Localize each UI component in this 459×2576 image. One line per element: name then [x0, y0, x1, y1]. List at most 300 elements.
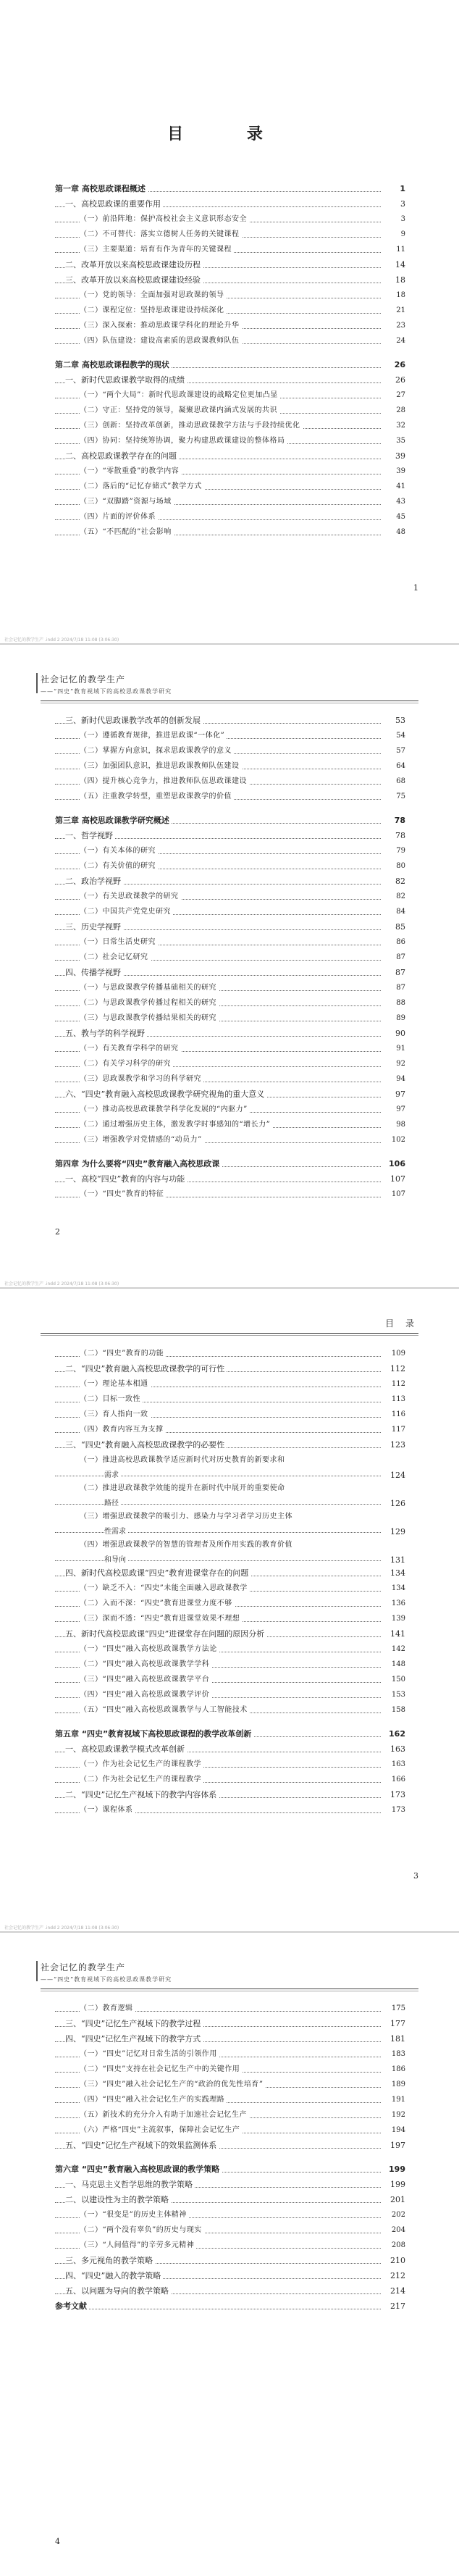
toc-entry-title: （二）“四史”融入高校思政课教学学科 — [80, 1657, 211, 1672]
toc-entry-title: （四）“四史”融入高校思政课教学评价 — [80, 1687, 211, 1702]
toc-entry — [55, 2222, 405, 2238]
toc-entry-title: （四）“四史”融入社会记忆生产的实践理路 — [80, 2092, 227, 2107]
toc-entry — [55, 479, 405, 494]
toc-entry-page: 48 — [386, 524, 405, 540]
page-separator — [0, 1931, 459, 1933]
toc-entry-page: 87 — [386, 965, 405, 980]
toc-entry — [55, 403, 405, 418]
toc-list — [55, 2001, 405, 2314]
toc-entry-title: （一）缺乏不入：“四史”未能全面融入思政课教学 — [80, 1581, 250, 1596]
toc-entry-page: 163 — [386, 1741, 405, 1757]
toc-entry-page: 94 — [386, 1071, 405, 1087]
toc-entry-title: （一）推动高校思政课教学科学化发展的“内驱力” — [80, 1102, 250, 1117]
toc-entry-title: 五、教与学的科学视野 — [65, 1026, 147, 1041]
toc-entry — [55, 713, 405, 728]
toc-entry-title: （一）“两个大局”：新时代思政课建设的战略定位更加凸显 — [80, 388, 280, 403]
toc-entry-title: （四）协同：坚持统筹协调，聚力构建思政课建设的整体格局 — [80, 433, 287, 448]
toc-entry — [55, 2046, 405, 2062]
toc-entry — [55, 257, 405, 272]
toc-entry-title: 二、“四史”教育融入高校思政课教学的可行性 — [65, 1361, 227, 1376]
toc-entry — [55, 1041, 405, 1056]
toc-entry — [55, 1552, 405, 1565]
toc-entry-page: 14 — [386, 257, 405, 272]
toc-entry-title: 三、历史学视野 — [65, 919, 123, 934]
toc-chapter — [55, 1726, 405, 1741]
toc-entry-title: （三）加强团队意识，推进思政课教师队伍建设 — [80, 758, 242, 774]
toc-entry-page: 26 — [386, 372, 405, 388]
toc-entry — [55, 1452, 405, 1468]
toc-entry — [55, 2062, 405, 2077]
toc-entry-title: （五）注重教学转型，重塑思政课教学的价值 — [80, 789, 234, 804]
toc-entry-title: 四、“四史”记忆生产视域下的教学方式 — [65, 2031, 203, 2046]
toc-entry — [55, 774, 405, 789]
toc-entry-page: 54 — [386, 728, 405, 743]
toc-chapter — [55, 1156, 405, 1171]
toc-entry-page: 97 — [386, 1102, 405, 1117]
toc-entry-page: 106 — [386, 1156, 405, 1171]
toc-entry — [55, 1702, 405, 1718]
toc-entry — [55, 1407, 405, 1422]
header-rule — [41, 1333, 418, 1334]
toc-entry-title: （一）推进高校思政课教学适应新时代对历史教育的新要求和 — [80, 1452, 287, 1468]
toc-entry — [55, 1437, 405, 1452]
toc-page-1 — [0, 0, 459, 644]
toc-entry-page: 107 — [386, 1187, 405, 1202]
toc-entry — [55, 1672, 405, 1687]
toc-entry-page: 139 — [386, 1611, 405, 1626]
page-number: 3 — [413, 1871, 418, 1881]
toc-entry — [55, 418, 405, 433]
toc-entry-title: （二）课程定位：坚持思政课建设持续深化 — [80, 303, 227, 318]
toc-entry-title: （三）“四史”融入高校思政课教学平台 — [80, 1672, 211, 1687]
toc-entry-page: 194 — [386, 2123, 405, 2138]
toc-entry — [55, 950, 405, 965]
toc-entry — [55, 388, 405, 403]
toc-entry-title: 三、改革开放以来高校思政课建设经验 — [65, 272, 203, 288]
page-separator — [0, 643, 459, 645]
toc-entry-title: （四）教育内容互为支撑 — [80, 1422, 166, 1437]
toc-entry-title: （三）增强教学对党情感的“动员力” — [80, 1132, 204, 1147]
toc-entry-page: 204 — [386, 2222, 405, 2238]
toc-entry-page: 150 — [386, 1672, 405, 1687]
toc-entry-title: 二、高校思政课教学存在的问题 — [65, 448, 179, 464]
toc-entry-page: 92 — [386, 1056, 405, 1071]
toc-entry-page: 32 — [386, 418, 405, 433]
toc-entry — [55, 2001, 405, 2016]
toc-entry-title: （一）党的领导：全面加强对思政课的领导 — [80, 288, 227, 303]
toc-entry-title: 第三章 高校思政课教学研究概述 — [55, 813, 172, 828]
toc-entry-page: 173 — [386, 1787, 405, 1802]
toc-entry — [55, 1056, 405, 1071]
toc-entry-page: 98 — [386, 1117, 405, 1132]
toc-entry-page: 126 — [386, 1496, 405, 1511]
toc-entry-page: 186 — [386, 2062, 405, 2077]
toc-entry-page: 78 — [386, 813, 405, 828]
toc-entry-page: 202 — [386, 2207, 405, 2222]
toc-entry-page: 107 — [386, 1171, 405, 1187]
toc-entry — [55, 1026, 405, 1041]
toc-chapter — [55, 813, 405, 828]
toc-entry — [55, 1772, 405, 1787]
toc-entry-page: 87 — [386, 950, 405, 965]
running-head-subtitle: ——“四史”教育视域下的高校思政课教学研究 — [41, 688, 172, 695]
toc-entry-page: 214 — [386, 2283, 405, 2299]
toc-entry-page: 27 — [386, 388, 405, 403]
toc-entry — [55, 1392, 405, 1407]
toc-entry-page: 197 — [386, 2138, 405, 2153]
toc-entry — [55, 1642, 405, 1657]
toc-entry — [55, 934, 405, 950]
toc-entry-title: 第四章 为什么要将“四史”教育融入高校思政课 — [55, 1156, 222, 1171]
toc-entry-title: 三、新时代思政课教学改革的创新发展 — [65, 713, 203, 728]
toc-entry-title: （一）日常生活史研究 — [80, 934, 158, 950]
toc-entry-page: 175 — [386, 2001, 405, 2016]
toc-entry-title: 五、以问题为导向的教学策略 — [65, 2283, 171, 2299]
toc-page-4 — [0, 1932, 459, 2576]
toc-entry-title: 一、新时代思政课教学取得的成绩 — [65, 372, 187, 388]
toc-entry — [55, 728, 405, 743]
toc-page-2 — [0, 644, 459, 1288]
toc-entry-title: （三）思政课教学和学习的科学研究 — [80, 1071, 203, 1087]
toc-entry-title: （一）有关本体的研究 — [80, 843, 158, 858]
toc-entry — [55, 1468, 405, 1481]
toc-entry-page: 116 — [386, 1407, 405, 1422]
toc-entry-page: 199 — [386, 2177, 405, 2192]
toc-entry — [55, 1657, 405, 1672]
toc-entry-title: 第二章 高校思政课程教学的现状 — [55, 357, 172, 372]
toc-entry-title: 三、“四史”记忆生产视域下的教学过程 — [65, 2016, 203, 2031]
toc-entry-title: 一、高校思政课教学模式改革创新 — [65, 1741, 187, 1757]
print-imprint: 社会记忆的教学生产 .indd 2 2024/7/18 11:08 (3:06:30) — [4, 1925, 119, 1931]
toc-entry-title: 二、改革开放以来高校思政课建设历程 — [65, 257, 203, 272]
toc-entry-page: 64 — [386, 758, 405, 774]
print-imprint: 社会记忆的教学生产 .indd 2 2024/7/18 11:08 (3:06:30) — [4, 637, 119, 643]
toc-entry-page: 86 — [386, 934, 405, 950]
toc-entry-title: 三、多元视角的教学策略 — [65, 2253, 155, 2268]
toc-entry-page: 124 — [386, 1468, 405, 1483]
toc-entry — [55, 1171, 405, 1187]
toc-entry — [55, 2283, 405, 2299]
toc-entry-page: 84 — [386, 904, 405, 919]
toc-entry-title: （二）“四史”教育的功能 — [80, 1346, 166, 1361]
toc-entry-page: 173 — [386, 1802, 405, 1818]
toc-entry-title: （二）落后的“记忆存储式”教学方式 — [80, 479, 204, 494]
toc-entry-title: （二）通过增强历史主体，激发教学时事感知的“增长力” — [80, 1117, 272, 1132]
toc-entry — [55, 2177, 405, 2192]
running-head — [41, 1961, 172, 1983]
toc-entry-page: 39 — [386, 464, 405, 479]
toc-entry — [55, 1496, 405, 1509]
toc-entry-title: （一）“四史”教育的特征 — [80, 1187, 166, 1202]
toc-entry-title: 一、高校思政课的重要作用 — [65, 196, 163, 212]
toc-entry-title: （四）增强思政课教学的智慧的管理者及所作用实践的教育价值 — [80, 1537, 295, 1552]
toc-entry — [55, 1802, 405, 1818]
header-rule-thin — [41, 1335, 418, 1336]
toc-entry-page: 82 — [386, 874, 405, 889]
toc-entry-page: 11 — [386, 242, 405, 257]
toc-entry — [55, 904, 405, 919]
toc-entry-title: 第五章 “四史”教育视域下高校思政课程的教学改革创新 — [55, 1726, 253, 1741]
page-number: 1 — [413, 583, 418, 593]
toc-entry — [55, 858, 405, 874]
toc-entry-page: 109 — [386, 1346, 405, 1361]
toc-entry — [55, 1581, 405, 1596]
toc-entry-page: 23 — [386, 318, 405, 333]
toc-entry — [55, 2077, 405, 2092]
toc-entry-title: （二）有关价值的研究 — [80, 858, 158, 874]
toc-entry-title: （一）有关思政课教学的研究 — [80, 889, 181, 904]
toc-entry-title: （四）队伍建设：建设高素质的思政课教师队伍 — [80, 333, 242, 348]
running-head-title: 社会记忆的教学生产 — [41, 1962, 126, 1973]
toc-entry-title: 需求 — [104, 1468, 121, 1483]
toc-entry-page: 87 — [386, 980, 405, 995]
toc-entry — [55, 980, 405, 995]
toc-entry — [55, 1481, 405, 1496]
running-head-rule — [36, 673, 38, 693]
toc-entry-title: （二）与思政课教学传播过程相关的研究 — [80, 995, 219, 1011]
toc-entry — [55, 1087, 405, 1102]
toc-entry-page: 39 — [386, 448, 405, 464]
toc-entry-title: （一）与思政课教学传播基础相关的研究 — [80, 980, 219, 995]
toc-entry — [55, 1011, 405, 1026]
toc-entry-title: 四、传播学视野 — [65, 965, 123, 980]
toc-entry-title: （二）“四史”支持在社会记忆生产中的关键作用 — [80, 2062, 242, 2077]
toc-entry-title: （五）“不匹配的”社会影响 — [80, 524, 174, 540]
toc-entry-page: 212 — [386, 2268, 405, 2283]
toc-entry — [55, 2207, 405, 2222]
toc-entry-title: （六）严格“四史”主流叙事，保障社会记忆生产 — [80, 2123, 242, 2138]
toc-entry-page: 129 — [386, 1524, 405, 1539]
toc-entry-page: 68 — [386, 774, 405, 789]
toc-entry-title: （一）“四史”记忆对日常生活的引领作用 — [80, 2046, 219, 2062]
toc-entry-page: 210 — [386, 2253, 405, 2268]
print-imprint: 社会记忆的教学生产 .indd 2 2024/7/18 11:08 (3:06:30) — [4, 1281, 119, 1287]
toc-entry — [55, 303, 405, 318]
toc-entry-page: 80 — [386, 858, 405, 874]
toc-entry-title: （一）有关教育学科学的研究 — [80, 1041, 181, 1056]
toc-entry-page: 35 — [386, 433, 405, 448]
toc-entry-title: 一、哲学视野 — [65, 828, 115, 843]
toc-entry-title: （三）育人指向一致 — [80, 1407, 151, 1422]
toc-entry — [55, 743, 405, 758]
toc-entry-title: 四、“四史”融入的教学策略 — [65, 2268, 163, 2283]
toc-entry-page: 112 — [386, 1376, 405, 1392]
toc-entry-page: 131 — [386, 1552, 405, 1568]
toc-chapter — [55, 2162, 405, 2177]
toc-entry-page: 91 — [386, 1041, 405, 1056]
toc-entry-title: （二）教育逻辑 — [80, 2001, 135, 2016]
toc-entry — [55, 212, 405, 227]
toc-entry-page: 82 — [386, 889, 405, 904]
toc-entry — [55, 494, 405, 509]
toc-entry — [55, 433, 405, 448]
toc-entry — [55, 1611, 405, 1626]
toc-title: 目 录 — [167, 125, 292, 143]
toc-page-3 — [0, 1288, 459, 1932]
toc-entry-page: 192 — [386, 2107, 405, 2123]
toc-entry — [55, 2092, 405, 2107]
toc-entry-title: 路径 — [104, 1496, 121, 1511]
running-head — [41, 673, 172, 695]
toc-entry-title: 第六章 “四史”教育融入高校思政课的教学策略 — [55, 2162, 222, 2177]
toc-entry-title: 二、以建设性为主的教学策略 — [65, 2192, 171, 2207]
toc-entry-title: （二）作为社会记忆生产的课程教学 — [80, 1772, 203, 1787]
toc-entry — [55, 874, 405, 889]
toc-entry-title: （三）“四史”融入社会记忆生产的“政治的优先性培育” — [80, 2077, 265, 2092]
toc-entry-page: 3 — [386, 196, 405, 212]
toc-entry-title: （一）前沿阵地：保护高校社会主义意识形态安全 — [80, 212, 249, 227]
toc-entry-title: 三、“四史”教育融入高校思政课教学的必要性 — [65, 1437, 227, 1452]
toc-entry-page: 79 — [386, 843, 405, 858]
toc-entry-page: 24 — [386, 333, 405, 348]
toc-chapter — [55, 357, 405, 372]
toc-entry — [55, 1687, 405, 1702]
toc-entry — [55, 889, 405, 904]
running-head-toc: 目 录 — [385, 1318, 418, 1329]
toc-entry-title: （三）深而不透：“四史”教育进课堂效果不理想 — [80, 1611, 242, 1626]
page-number: 4 — [55, 2537, 60, 2546]
toc-entry — [55, 1422, 405, 1437]
toc-entry-page: 208 — [386, 2238, 405, 2253]
toc-entry-page: 166 — [386, 1772, 405, 1787]
toc-entry — [55, 995, 405, 1011]
toc-entry — [55, 789, 405, 804]
toc-entry-title: 二、“四史”记忆生产视域下的教学内容体系 — [65, 1787, 219, 1802]
toc-entry-title: （五）新技术的充分介入有助于加速社会记忆生产 — [80, 2107, 249, 2123]
toc-entry-page: 43 — [386, 494, 405, 509]
toc-entry-title: （二）社会记忆研究 — [80, 950, 151, 965]
toc-entry-title: （三）与思政课教学传播结果相关的研究 — [80, 1011, 219, 1026]
toc-entry-title: （二）掌握方向意识，探求思政课教学的意义 — [80, 743, 234, 758]
toc-entry-page: 1 — [386, 181, 405, 196]
toc-entry-page: 162 — [386, 1726, 405, 1741]
toc-entry — [55, 1537, 405, 1552]
running-head-title: 社会记忆的教学生产 — [41, 674, 126, 685]
toc-entry-title: （一）“很变是”的历史主体精神 — [80, 2207, 189, 2222]
toc-entry — [55, 318, 405, 333]
toc-entry-title: （二）有关学习科学的研究 — [80, 1056, 173, 1071]
toc-entry — [55, 1117, 405, 1132]
page-separator — [0, 1287, 459, 1289]
toc-entry-title: （一）“四史”融入高校思政课教学方法论 — [80, 1642, 219, 1657]
toc-entry-page: 97 — [386, 1087, 405, 1102]
toc-entry — [55, 1187, 405, 1202]
toc-entry — [55, 1524, 405, 1537]
toc-entry-title: 第一章 高校思政课程概述 — [55, 181, 148, 196]
running-head-rule — [36, 1961, 38, 1981]
toc-entry — [55, 2192, 405, 2207]
toc-entry — [55, 828, 405, 843]
toc-entry — [55, 196, 405, 212]
toc-entry — [55, 965, 405, 980]
toc-entry-page: 113 — [386, 1392, 405, 1407]
toc-entry — [55, 464, 405, 479]
toc-list — [55, 713, 405, 1202]
toc-entry-title: （三）创新：坚持改革创新，推动思政课教学方法与手段持续优化 — [80, 418, 303, 433]
toc-entry-page: 3 — [386, 212, 405, 227]
toc-entry — [55, 1361, 405, 1376]
toc-entry-page: 18 — [386, 272, 405, 288]
toc-entry-page: 88 — [386, 995, 405, 1011]
toc-entry-page: 189 — [386, 2077, 405, 2092]
toc-entry — [55, 2123, 405, 2138]
toc-entry — [55, 2268, 405, 2283]
toc-entry — [55, 758, 405, 774]
toc-entry-page: 78 — [386, 828, 405, 843]
toc-entry-title: （三）“双脚踏”资源与场域 — [80, 494, 174, 509]
toc-entry-title: 性需求 — [104, 1524, 128, 1539]
toc-entry-title: （五）“四史”融入高校思政课教学与人工智能技术 — [80, 1702, 250, 1718]
toc-entry-title: 一、马克思主义哲学思维的教学策略 — [65, 2177, 195, 2192]
toc-entry-page: 28 — [386, 403, 405, 418]
toc-references — [55, 2299, 405, 2314]
toc-entry-title: （二）不可替代：落实立德树人任务的关键课程 — [80, 227, 242, 242]
toc-entry-title: 参考文献 — [55, 2299, 89, 2314]
toc-entry-page: 199 — [386, 2162, 405, 2177]
toc-entry-page: 26 — [386, 357, 405, 372]
toc-entry-page: 142 — [386, 1642, 405, 1657]
toc-entry-title: （三）深入探索：推动思政课学科化的理论升华 — [80, 318, 242, 333]
toc-entry — [55, 509, 405, 524]
toc-entry-page: 136 — [386, 1596, 405, 1611]
toc-entry — [55, 1132, 405, 1147]
toc-entry — [55, 1509, 405, 1524]
toc-entry-page: 102 — [386, 1132, 405, 1147]
toc-entry — [55, 1565, 405, 1581]
toc-entry — [55, 919, 405, 934]
toc-entry-page: 163 — [386, 1757, 405, 1772]
toc-entry-page: 183 — [386, 2046, 405, 2062]
toc-entry — [55, 2138, 405, 2153]
toc-entry — [55, 1741, 405, 1757]
toc-entry — [55, 2238, 405, 2253]
toc-entry-title: 五、新时代高校思政课“四史”进课堂存在问题的原因分析 — [65, 1626, 266, 1642]
toc-entry-title: 二、政治学视野 — [65, 874, 123, 889]
toc-entry — [55, 1071, 405, 1087]
toc-entry-page: 217 — [386, 2299, 405, 2314]
toc-entry — [55, 1757, 405, 1772]
toc-entry-page: 45 — [386, 509, 405, 524]
toc-chapter — [55, 181, 405, 196]
toc-entry-page: 177 — [386, 2016, 405, 2031]
toc-entry — [55, 1787, 405, 1802]
toc-entry-page: 201 — [386, 2192, 405, 2207]
toc-entry — [55, 227, 405, 242]
toc-entry-title: 和导向 — [104, 1552, 128, 1568]
toc-entry — [55, 242, 405, 257]
toc-entry-page: 85 — [386, 919, 405, 934]
running-head-subtitle: ——“四史”教育视域下的高校思政课教学研究 — [41, 1976, 172, 1983]
toc-entry-title: （一）“零散重叠”的教学内容 — [80, 464, 181, 479]
toc-entry-page: 123 — [386, 1437, 405, 1452]
toc-entry-page: 41 — [386, 479, 405, 494]
toc-entry — [55, 2107, 405, 2123]
toc-entry-title: （二）“两个没有辜负”的历史与现实 — [80, 2222, 204, 2238]
toc-entry-page: 21 — [386, 303, 405, 318]
toc-entry-title: （二）推进思政课教学效能的提升在新时代中展开的重要使命 — [80, 1481, 287, 1496]
toc-entry-page: 9 — [386, 227, 405, 242]
toc-list — [55, 172, 405, 540]
toc-entry-title: （一）作为社会记忆生产的课程教学 — [80, 1757, 203, 1772]
toc-entry — [55, 1596, 405, 1611]
toc-entry-page: 153 — [386, 1687, 405, 1702]
toc-entry — [55, 288, 405, 303]
toc-entry-title: （一）课程体系 — [80, 1802, 135, 1818]
toc-entry-page: 90 — [386, 1026, 405, 1041]
toc-entry-page: 141 — [386, 1626, 405, 1642]
toc-entry — [55, 2253, 405, 2268]
toc-entry-page: 134 — [386, 1581, 405, 1596]
